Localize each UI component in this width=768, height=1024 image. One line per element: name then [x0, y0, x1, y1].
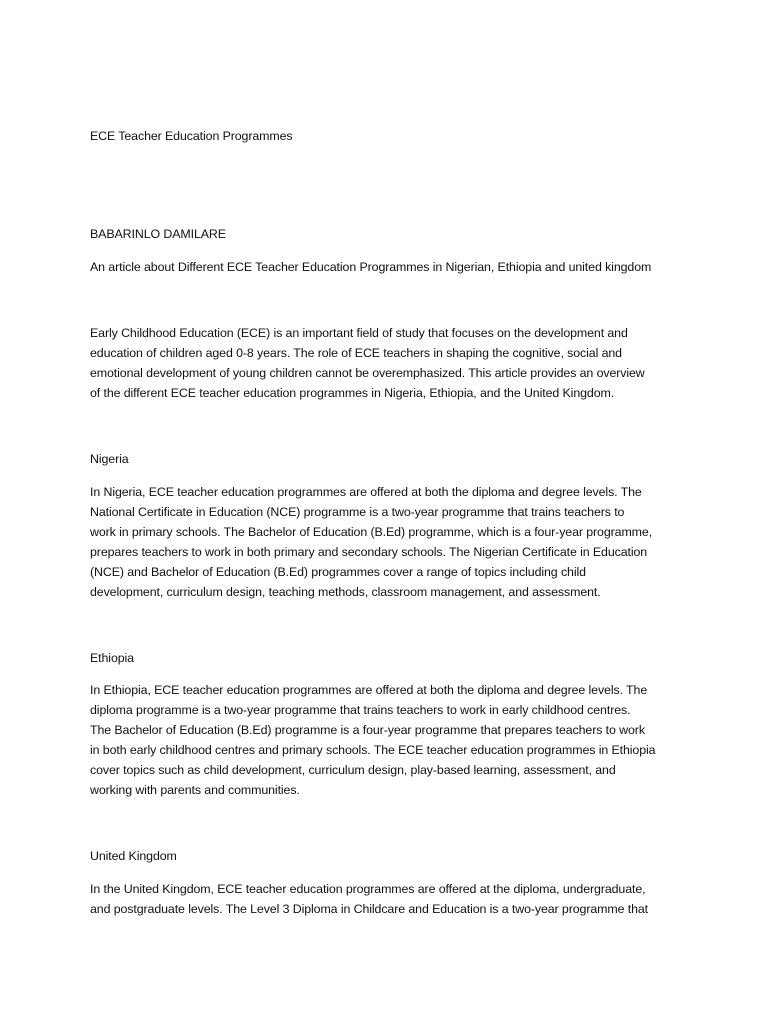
section-body-ethiopia	[90, 680, 690, 800]
section-heading-united-kingdom: United Kingdom	[90, 849, 177, 863]
paragraph-line: prepares teachers to work in both primary and secondary schools. The Nigerian Certificate in Education	[90, 545, 648, 559]
paragraph-line: emotional development of young children cannot be overemphasized. This article provides an overview	[90, 366, 645, 380]
intro-paragraph	[90, 323, 690, 403]
paragraph-line: and postgraduate levels. The Level 3 Diploma in Childcare and Education is a two-year programme that	[90, 902, 648, 916]
paragraph-line: The Bachelor of Education (B.Ed) programme is a four-year programme that prepares teachers to work	[90, 723, 645, 737]
section-heading-nigeria: Nigeria	[90, 452, 129, 466]
section-body-united-kingdom	[90, 879, 690, 919]
paragraph-line: work in primary schools. The Bachelor of Education (B.Ed) programme, which is a four-year programme,	[90, 525, 653, 539]
paragraph-line: education of children aged 0-8 years. The role of ECE teachers in shaping the cognitive, social and	[90, 346, 622, 360]
paragraph-line: in both early childhood centres and primary schools. The ECE teacher education programmes in Ethiopia	[90, 743, 656, 757]
paragraph-line: development, curriculum design, teaching methods, classroom management, and assessment.	[90, 585, 601, 599]
paragraph-line: In Nigeria, ECE teacher education programmes are offered at both the diploma and degree levels. The	[90, 485, 642, 499]
paragraph-line: National Certificate in Education (NCE) programme is a two-year programme that trains teachers to	[90, 505, 625, 519]
paragraph-line: of the different ECE teacher education programmes in Nigeria, Ethiopia, and the United Kingdom.	[90, 386, 615, 400]
document-title: ECE Teacher Education Programmes	[90, 129, 293, 143]
paragraph-line: diploma programme is a two-year programme that trains teachers to work in early childhood centres.	[90, 703, 631, 717]
paragraph-line: cover topics such as child development, curriculum design, play-based learning, assessment, and	[90, 763, 616, 777]
document-author: BABARINLO DAMILARE	[90, 227, 226, 241]
document-subtitle: An article about Different ECE Teacher Education Programmes in Nigerian, Ethiopia and united kingdom	[90, 260, 652, 274]
section-heading-ethiopia: Ethiopia	[90, 651, 134, 665]
paragraph-line: working with parents and communities.	[90, 783, 300, 797]
paragraph-line: (NCE) and Bachelor of Education (B.Ed) programmes cover a range of topics including child	[90, 565, 586, 579]
paragraph-line: In Ethiopia, ECE teacher education programmes are offered at both the diploma and degree levels. The	[90, 683, 648, 697]
paragraph-line: Early Childhood Education (ECE) is an important field of study that focuses on the development and	[90, 326, 628, 340]
section-body-nigeria	[90, 482, 690, 602]
paragraph-line: In the United Kingdom, ECE teacher education programmes are offered at the diploma, undergraduate,	[90, 882, 646, 896]
